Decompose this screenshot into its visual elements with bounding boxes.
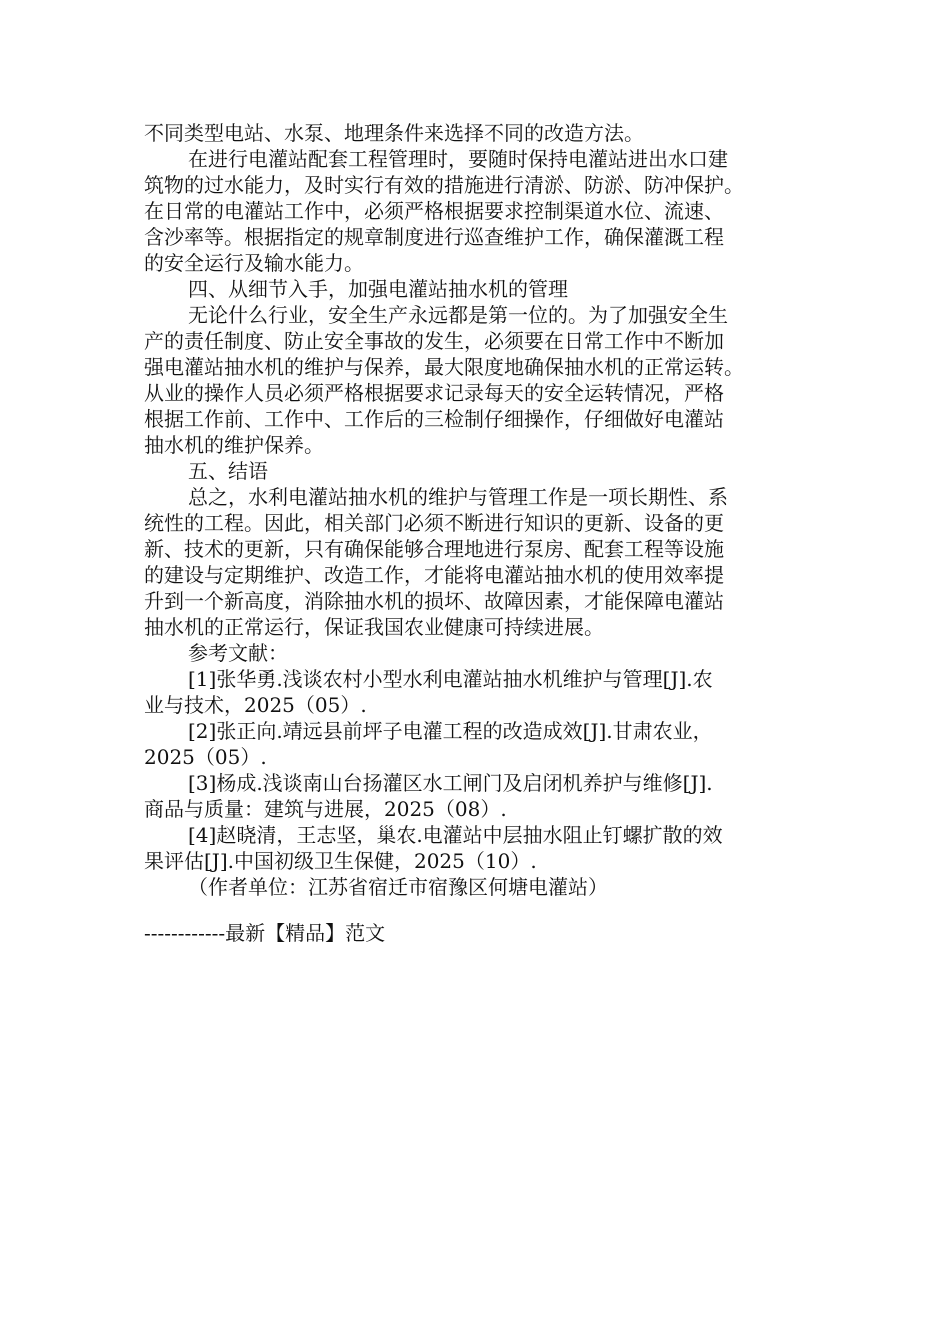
reference-line: [4]赵晓清，王志坚，巢农.电灌站中层抽水阻止钉螺扩散的效 [188, 823, 723, 847]
section-heading: 四、从细节入手，加强电灌站抽水机的管理 [188, 277, 568, 301]
paragraph-line: 抽水机的正常运行，保证我国农业健康可持续进展。 [144, 615, 604, 639]
paragraph-line: 在日常的电灌站工作中，必须严格根据要求控制渠道水位、流速、 [144, 199, 724, 223]
paragraph-line: 新、技术的更新，只有确保能够合理地进行泵房、配套工程等设施 [144, 537, 724, 561]
paragraph-line: 从业的操作人员必须严格根据要求记录每天的安全运转情况，严格 [144, 381, 724, 405]
document-body [144, 120, 804, 900]
reference-line: [3]杨成.浅谈南山台扬灌区水工闸门及启闭机养护与维修[J]. [188, 771, 713, 795]
paragraph-line: 抽水机的维护保养。 [144, 433, 324, 457]
paragraph-line: 无论什么行业，安全生产永远都是第一位的。为了加强安全生 [188, 303, 728, 327]
paragraph-line: 强电灌站抽水机的维护与保养，最大限度地确保抽水机的正常运转。 [144, 355, 744, 379]
paragraph-line: 总之，水利电灌站抽水机的维护与管理工作是一项长期性、系 [188, 485, 728, 509]
paragraph-line: 的安全运行及输水能力。 [144, 251, 364, 275]
section-heading: 五、结语 [188, 459, 268, 483]
reference-line: [1]张华勇.浅谈农村小型水利电灌站抽水机维护与管理[J].农 [188, 667, 713, 691]
reference-line: 商品与质量：建筑与进展，2025（08）. [144, 797, 507, 821]
paragraph-line: 的建设与定期维护、改造工作，才能将电灌站抽水机的使用效率提 [144, 563, 724, 587]
paragraph-line: 不同类型电站、水泵、地理条件来选择不同的改造方法。 [144, 121, 644, 145]
footer-text: ------------最新【精品】范文 [144, 921, 386, 945]
reference-line: 业与技术，2025（05）. [144, 693, 367, 717]
reference-line: 果评估[J].中国初级卫生保健，2025（10）. [144, 849, 537, 873]
author-affiliation: （作者单位：江苏省宿迁市宿豫区何塘电灌站） [188, 875, 608, 899]
references-heading: 参考文献： [188, 641, 288, 665]
reference-line: 2025（05）. [144, 745, 267, 769]
paragraph-line: 升到一个新高度，消除抽水机的损坏、故障因素，才能保障电灌站 [144, 589, 724, 613]
paragraph-line: 筑物的过水能力，及时实行有效的措施进行清淤、防淤、防冲保护。 [144, 173, 744, 197]
paragraph-line: 统性的工程。因此，相关部门必须不断进行知识的更新、设备的更 [144, 511, 724, 535]
paragraph-line: 含沙率等。根据指定的规章制度进行巡查维护工作，确保灌溉工程 [144, 225, 724, 249]
paragraph-line: 根据工作前、工作中、工作后的三检制仔细操作，仔细做好电灌站 [144, 407, 724, 431]
paragraph-line: 产的责任制度、防止安全事故的发生，必须要在日常工作中不断加 [144, 329, 724, 353]
reference-line: [2]张正向.靖远县前坪子电灌工程的改造成效[J].甘肃农业， [188, 719, 713, 743]
paragraph-line: 在进行电灌站配套工程管理时，要随时保持电灌站进出水口建 [188, 147, 728, 171]
